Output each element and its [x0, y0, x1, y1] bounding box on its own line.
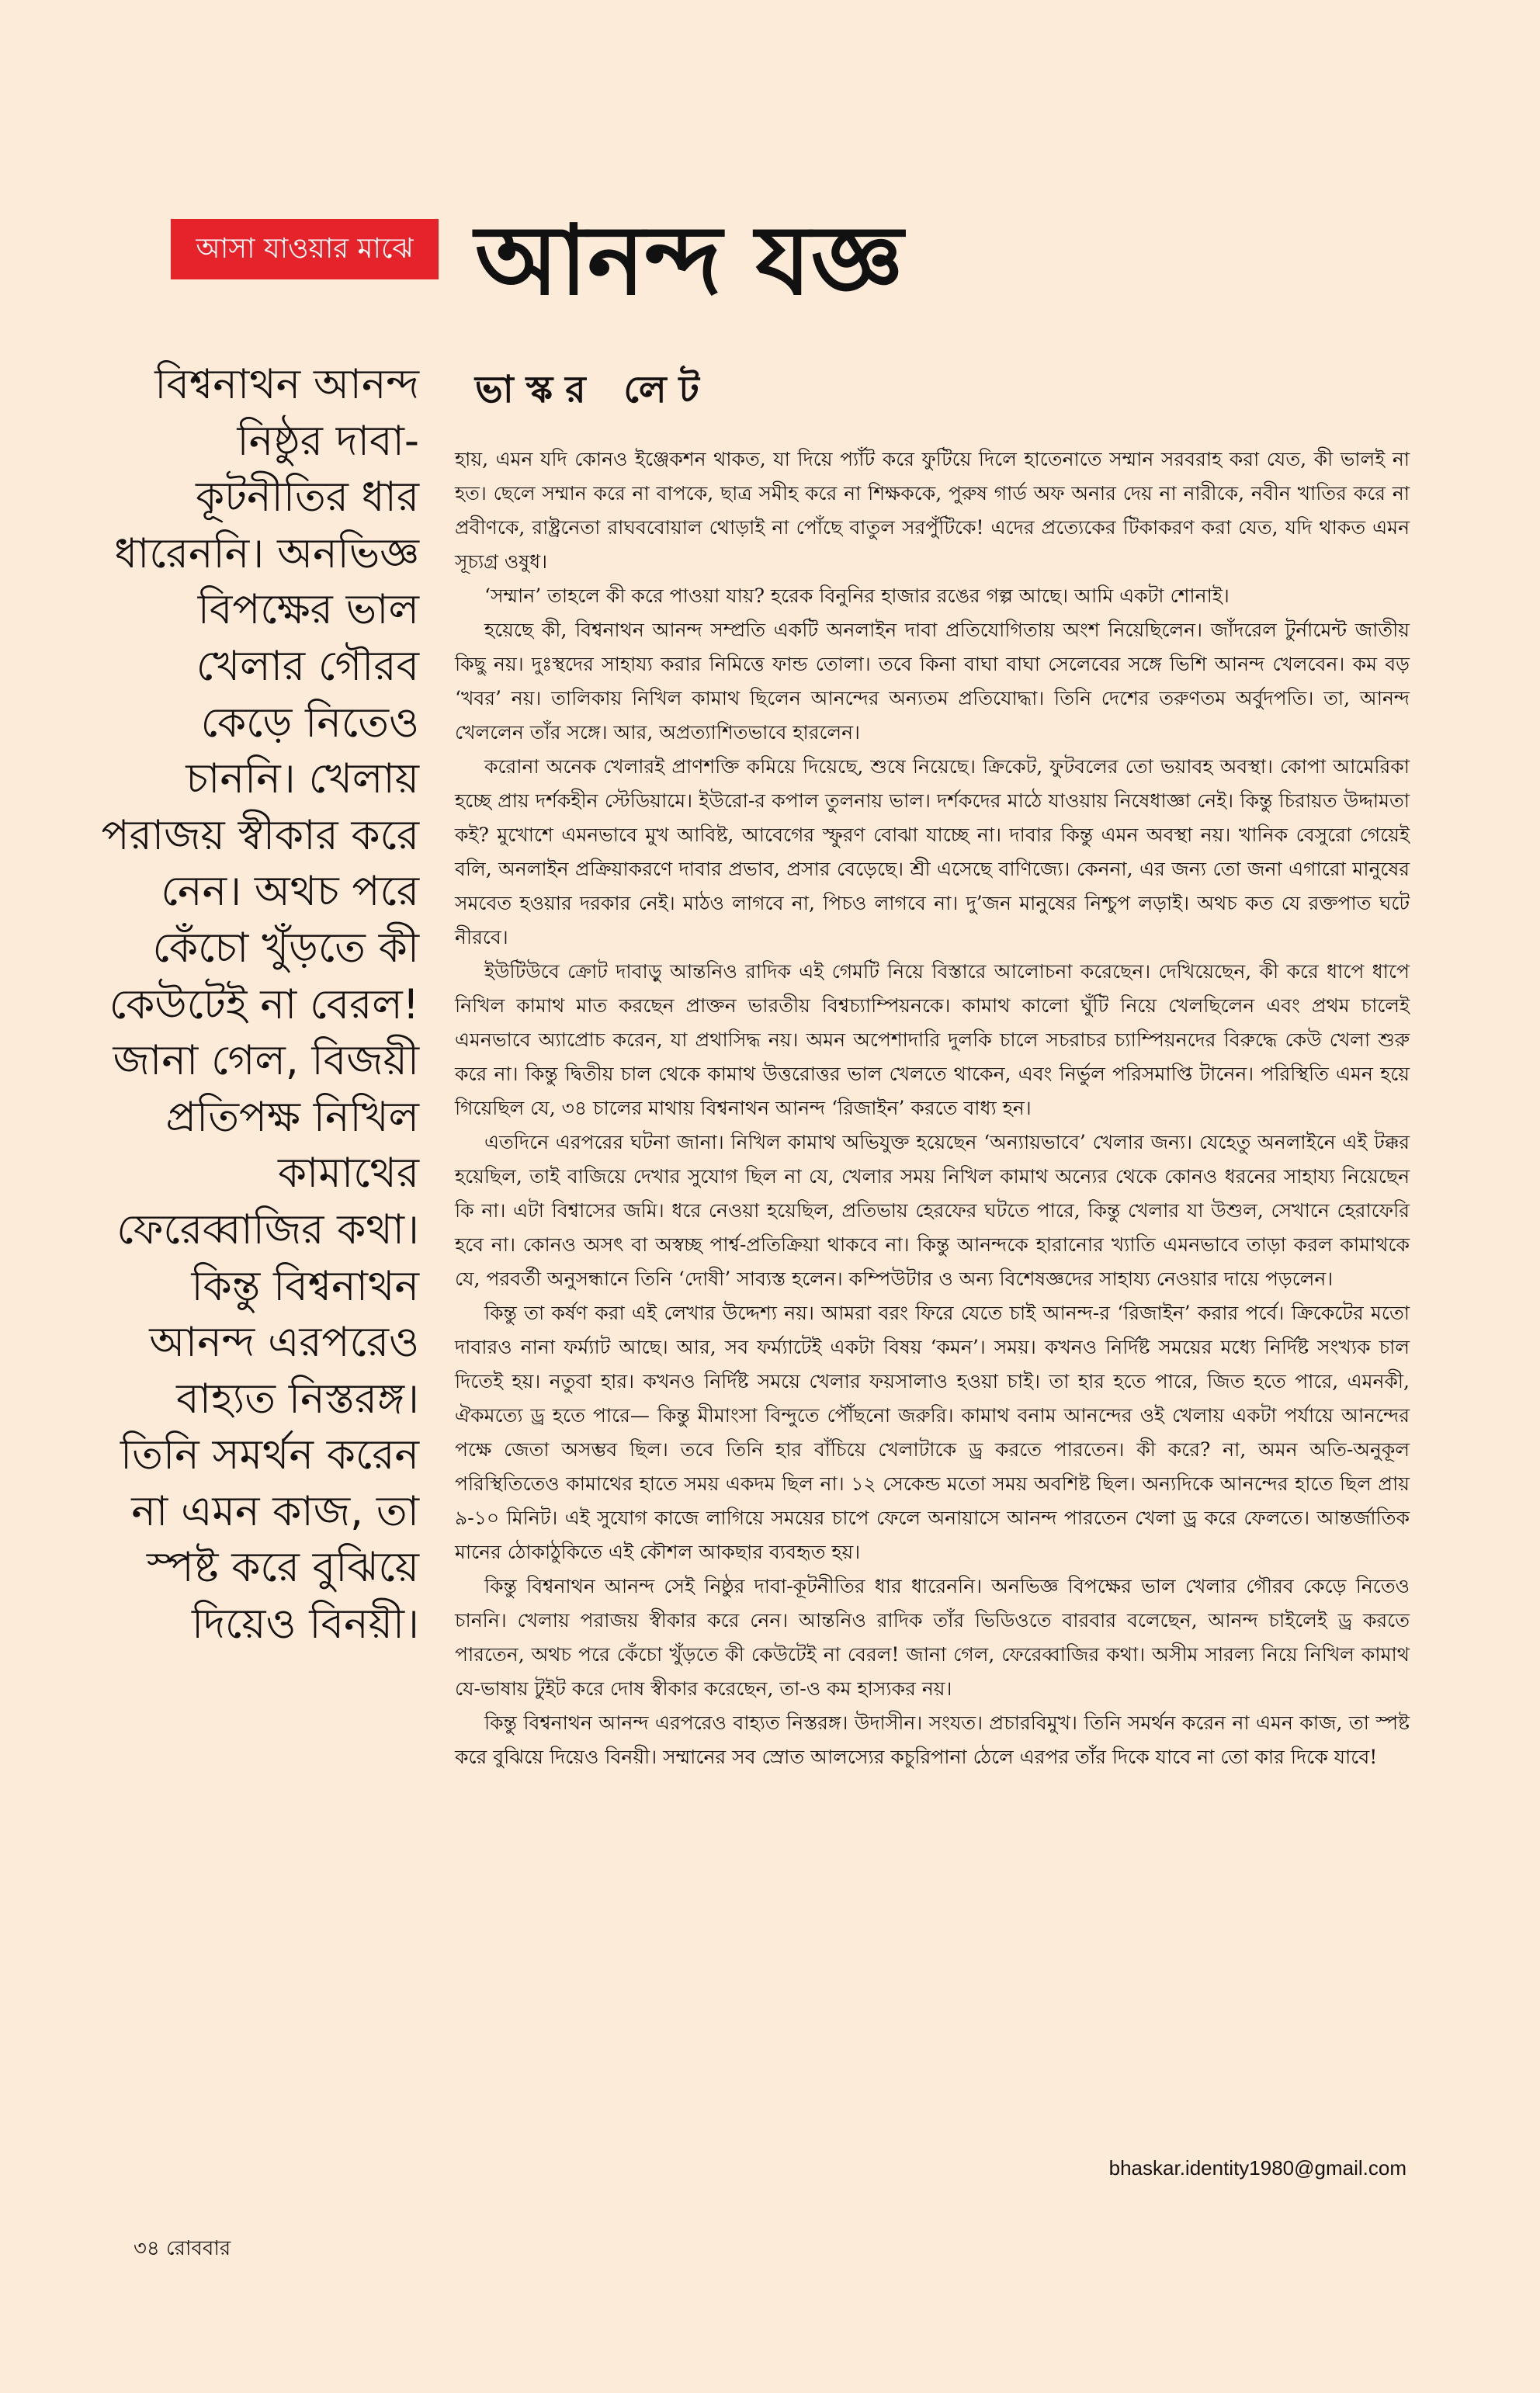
paragraph: কিন্তু তা কর্ষণ করা এই লেখার উদ্দেশ্য নয়। আমরা বরং ফিরে যেতে চাই আনন্দ-র ‘রিজাইন’ করার পর্বে। ক্রিকেটের মতো দাবারও নানা ফর্ম্যাট আছে। আর, সব ফর্ম্যাটেই একটা বিষয় ‘কমন’। সময়। কখনও নির্দিষ্ট সময়ের মধ্যে নির্দিষ্ট সংখ্যক চাল দিতেই হয়। নতুবা হার। কখনও নির্দিষ্ট সময়ে খেলার ফয়সালাও হওয়া চাই। তা হার হতে পারে, জিত হতে পারে, এমনকী, ঐকমত্যে ড্র হতে পারে— কিন্তু মীমাংসা বিন্দুতে পৌঁছনো জরুরি। কামাথ বনাম আনন্দের ওই খেলায় একটা পর্যায়ে আনন্দের পক্ষে জেতা অসম্ভব ছিল। তবে তিনি হার বাঁচিয়ে খেলাটাকে ড্র করতে পারতেন। কী করে? না, অমন অতি-অনুকূল পরিস্থিতিতেও কামাথের হাতে সময় একদম ছিল না। ১২ সেকেন্ড মতো সময় অবশিষ্ট ছিল। অন্যদিকে আনন্দের হাতে ছিল প্রায় ৯-১০ মিনিট। এই সুযোগ কাজে লাগিয়ে সময়ের চাপে ফেলে অনায়াসে আনন্দ পারতেন খেলা ড্র করে ফেলতে। আন্তর্জাতিক মানের ঠোকাঠুকিতে এই কৌশল আকছার ব্যবহৃত হয়।	[455, 1302, 1410, 1563]
pull-quote: বিশ্বনাথন আনন্দ নিষ্ঠুর দাবা-কূটনীতির ধার ধারেননি। অনভিজ্ঞ বিপক্ষের ভাল খেলার গৌরব কেড়ে নিতেও চাননি। খেলায় পরাজয় স্বীকার করে নেন। অথচ পরে কেঁচো খুঁড়তে কী কেউটেই না বেরল! জানা গেল, বিজয়ী প্রতিপক্ষ নিখিল কামাথের ফেরেব্বাজির কথা। কিন্তু বিশ্বনাথন আনন্দ এরপরেও বাহ্যত নিস্তরঙ্গ। তিনি সমর্থন করেন না এমন কাজ, তা স্পষ্ট করে বুঝিয়ে দিয়েও বিনয়ী।	[101, 361, 419, 1649]
paragraph: হয়েছে কী, বিশ্বনাথন আনন্দ সম্প্রতি একটি অনলাইন দাবা প্রতিযোগিতায় অংশ নিয়েছিলেন। জাঁদরেল টুর্নামেন্ট জাতীয় কিছু নয়। দুঃস্থদের সাহায্য করার নিমিত্তে ফান্ড তোলা। তবে কিনা বাঘা বাঘা সেলেবের সঙ্গে ভিশি আনন্দ খেলবেন। কম বড় ‘খবর’ নয়। তালিকায় নিখিল কামাথ ছিলেন আনন্দের অন্যতম প্রতিযোদ্ধা। তিনি দেশের তরুণতম অর্বুদপতি। তা, আনন্দ খেললেন তাঁর সঙ্গে। আর, অপ্রত্যাশিতভাবে হারলেন।	[455, 619, 1410, 744]
paragraph: এতদিনে এরপরের ঘটনা জানা। নিখিল কামাথ অভিযুক্ত হয়েছেন ‘অন্যায়ভাবে’ খেলার জন্য। যেহেতু অনলাইনে এই টক্কর হয়েছিল, তাই বাজিয়ে দেখার সুযোগ ছিল না যে, খেলার সময় নিখিল কামাথ অন্যের থেকে কোনও ধরনের সাহায্য নিয়েছেন কি না। এটা বিশ্বাসের জমি। ধরে নেওয়া হয়েছিল, প্রতিভায় হেরফের ঘটতে পারে, কিন্তু খেলার যা উশুল, সেখানে হেরাফেরি হবে না। কোনও অসৎ বা অস্বচ্ছ পার্শ্ব-প্রতিক্রিয়া থাকবে না। কিন্তু আনন্দকে হারানোর খ্যাতি এমনভাবে তাড়া করল কামাথকে যে, পরবর্তী অনুসন্ধানে তিনি ‘দোষী’ সাব্যস্ত হলেন। কম্পিউটার ও অন্য বিশেষজ্ঞদের সাহায্য নেওয়ার দায়ে পড়লেন।	[455, 1131, 1410, 1290]
section-kicker: আসা যাওয়ার মাঝে	[171, 219, 439, 279]
article-title: আনন্দ যজ্ঞ	[475, 205, 904, 317]
paragraph: ‘সম্মান’ তাহলে কী করে পাওয়া যায়? হরেক বিনুনির হাজার রঙের গল্প আছে। আমি একটা শোনাই।	[484, 584, 1230, 607]
paragraph: কিন্তু বিশ্বনাথন আনন্দ সেই নিষ্ঠুর দাবা-কূটনীতির ধার ধারেননি। অনভিজ্ঞ বিপক্ষের ভাল খেলার গৌরব কেড়ে নিতেও চাননি। খেলায় পরাজয় স্বীকার করে নেন। আন্তনিও রাদিক তাঁর ভিডিওতে বারবার বলেছেন, আনন্দ চাইলেই ড্র করতে পারতেন, অথচ পরে কেঁচো খুঁড়তে কী কেউটেই না বেরল! জানা গেল, ফেরেব্বাজির কথা। অসীম সারল্য নিয়ে নিখিল কামাথ যে-ভাষায় টুইট করে দোষ স্বীকার করেছেন, তা-ও কম হাস্যকর নয়।	[455, 1575, 1410, 1700]
paragraph: ইউটিউবে ক্রোট দাবাড়ু আন্তনিও রাদিক এই গেমটি নিয়ে বিস্তারে আলোচনা করেছেন। দেখিয়েছেন, কী করে ধাপে ধাপে নিখিল কামাথ মাত করছেন প্রাক্তন ভারতীয় বিশ্বচ্যাম্পিয়নকে। কামাথ কালো ঘুঁটি নিয়ে খেলছিলেন এবং প্রথম চালেই এমনভাবে অ্যাপ্রোচ করেন, যা প্রথাসিদ্ধ নয়। অমন অপেশাদারি দুলকি চালে সচরাচর চ্যাম্পিয়নদের বিরুদ্ধে কেউ খেলা শুরু করে না। কিন্তু দ্বিতীয় চাল থেকে কামাথ উত্তরোত্তর ভাল খেলতে থাকেন, এবং নির্ভুল পরিসমাপ্তি টানেন। পরিস্থিতি এমন হয়ে গিয়েছিল যে, ৩৪ চালের মাথায় বিশ্বনাথন আনন্দ ‘রিজাইন’ করতে বাধ্য হন।	[455, 960, 1410, 1119]
author-email: bhaskar.identity1980@gmail.com	[1108, 2156, 1406, 2180]
paragraph: করোনা অনেক খেলারই প্রাণশক্তি কমিয়ে দিয়েছে, শুষে নিয়েছে। ক্রিকেট, ফুটবলের তো ভয়াবহ অবস্থা। কোপা আমেরিকা হচ্ছে প্রায় দর্শকহীন স্টেডিয়ামে। ইউরো-র কপাল তুলনায় ভাল। দর্শকদের মাঠে যাওয়ায় নিষেধাজ্ঞা নেই। কিন্তু চিরায়ত উদ্দামতা কই? মুখোশে এমনভাবে মুখ আবিষ্ট, আবেগের স্ফুরণ বোঝা যাচ্ছে না। দাবার কিন্তু এমন অবস্থা নয়। খানিক বেসুরো গেয়েই বলি, অনলাইন প্রক্রিয়াকরণে দাবার প্রভাব, প্রসার বেড়েছে। শ্রী এসেছে বাণিজ্যে। কেননা, এর জন্য তো জনা এগারো মানুষের সমবেত হওয়ার দরকার নেই। মাঠও লাগবে না, পিচও লাগবে না। দু’জন মানুষের নিশ্চুপ লড়াই। অথচ কত যে রক্তপাত ঘটে নীরবে।	[455, 755, 1410, 949]
paragraph: হায়, এমন যদি কোনও ইঞ্জেকশন থাকত, যা দিয়ে প্যাঁট করে ফুটিয়ে দিলে হাতেনাতে সম্মান সরবরাহ করা যেত, কী ভালই না হত। ছেলে সম্মান করে না বাপকে, ছাত্র সমীহ করে না শিক্ষককে, পুরুষ গার্ড অফ অনার দেয় না নারীকে, নবীন খাতির করে না প্রবীণকে, রাষ্ট্রনেতা রাঘববোয়াল থোড়াই না পোঁছে বাতুল সরপুঁটিকে! এদের প্রত্যেকের টিকাকরণ করা যেত, যদি থাকত এমন সূচ্যগ্র ওষুধ।	[455, 448, 1410, 573]
author-byline: ভাস্কর লেট	[475, 368, 712, 411]
article-body	[455, 442, 1410, 1774]
page-folio: ৩৪ রোববার	[134, 2237, 231, 2260]
paragraph: কিন্তু বিশ্বনাথন আনন্দ এরপরেও বাহ্যত নিস্তরঙ্গ। উদাসীন। সংযত। প্রচারবিমুখ। তিনি সমর্থন করেন না এমন কাজ, তা স্পষ্ট করে বুঝিয়ে দিয়েও বিনয়ী। সম্মানের সব স্রোত আলস্যের কচুরিপানা ঠেলে এরপর তাঁর দিকে যাবে না তো কার দিকে যাবে!	[455, 1712, 1410, 1768]
